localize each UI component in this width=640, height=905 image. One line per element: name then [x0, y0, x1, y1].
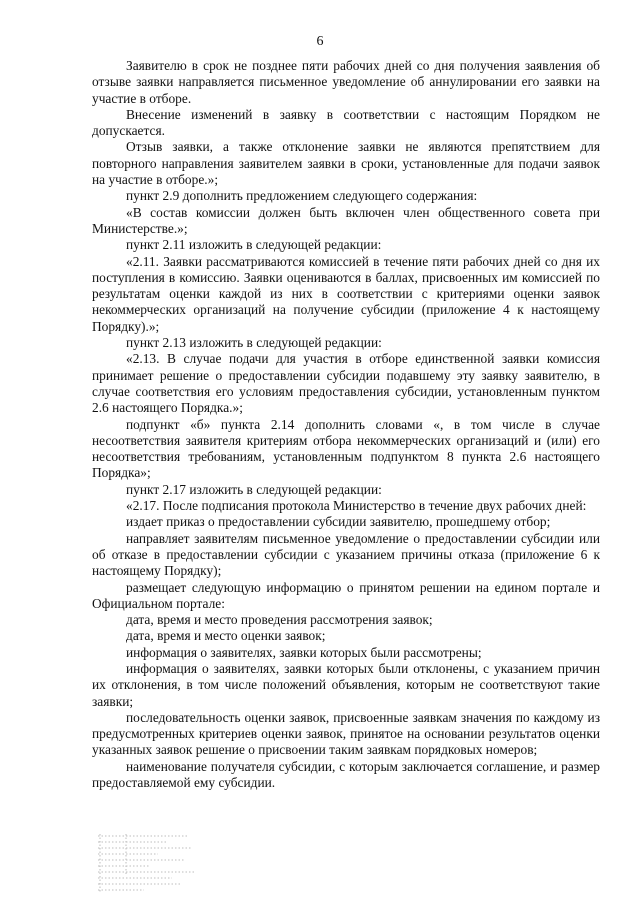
paragraph: подпункт «б» пункта 2.14 дополнить словами «, в том числе в случае несоответствия заявителя критериям отбора некоммерческих организаций и (или) его несоответствия требованиям, установленным подпунктом 8 пункта 2.6 настоящего Порядка»;: [92, 416, 600, 481]
paragraph: Внесение изменений в заявку в соответствии с настоящим Порядком не допускается.: [92, 106, 600, 139]
paragraph: информация о заявителях, заявки которых были отклонены, с указанием причин их отклонения, в том числе положений объявления, которым не соответствуют такие заявки;: [92, 660, 600, 709]
paragraph: Заявителю в срок не позднее пяти рабочих дней со дня получения заявления об отзыве заявки направляется письменное уведомление об аннулировании его заявки на участие в отборе.: [92, 58, 600, 106]
paragraph: информация о заявителях, заявки которых были рассмотрены;: [126, 644, 482, 660]
paragraph: дата, время и место оценки заявок;: [126, 628, 326, 644]
paragraph: издает приказ о предоставлении субсидии заявителю, прошедшему отбор;: [126, 514, 551, 530]
paragraph: пункт 2.11 изложить в следующей редакции:: [126, 237, 382, 253]
paragraph: пункт 2.17 изложить в следующей редакции:: [126, 481, 382, 497]
paragraph: «2.11. Заявки рассматриваются комиссией в течение пяти рабочих дней со дня их поступления в комиссию. Заявки оцениваются в баллах, присвоенных им комиссией по результатам оценки каждой из них в соответствии с критериями оценки заявок некоммерческих организаций на получение субсидии (приложение 4 к настоящему Порядку).»;: [92, 253, 600, 334]
paragraph: направляет заявителям письменное уведомление о предоставлении субсидии или об отказе в предоставлении субсидии с указанием причины отказа (приложение 6 к настоящему Порядку);: [92, 530, 600, 579]
page-number: 6: [316, 34, 324, 49]
paragraph: наименование получателя субсидии, с которым заключается соглашение, и размер предоставляемой ему субсидии.: [92, 758, 600, 791]
paragraph: «2.13. В случае подачи для участия в отборе единственной заявки комиссия принимает решение о предоставлении субсидии подавшему эту заявку заявителю, в случае соответствия его условиям предоставления субсидии, установленным пунктом 2.6 настоящего Порядка.»;: [92, 351, 600, 416]
paragraph: Отзыв заявки, а также отклонение заявки не являются препятствием для повторного направления заявителем заявки в сроки, установленные для подачи заявок на участие в отборе.»;: [92, 139, 600, 188]
paragraph: последовательность оценки заявок, присвоенные заявкам значения по каждому из предусмотренных критериев оценки заявок, принятое на основании результатов оценки указанных заявок решение о присвоении таким заявкам порядковых номеров;: [92, 709, 600, 758]
paragraph: дата, время и место проведения рассмотрения заявок;: [126, 612, 433, 628]
paragraph: «2.17. После подписания протокола Министерство в течение двух рабочих дней:: [126, 498, 587, 514]
paragraph: размещает следующую информацию о принятом решении на едином портале и Официальном портале:: [92, 579, 600, 611]
registration-stamp: [96, 832, 200, 894]
paragraph: «В состав комиссии должен быть включен член общественного совета при Министерстве.»;: [92, 204, 600, 236]
paragraph: пункт 2.9 дополнить предложением следующего содержания:: [126, 188, 478, 204]
paragraph: пункт 2.13 изложить в следующей редакции:: [126, 335, 382, 351]
document-body: [92, 58, 600, 791]
